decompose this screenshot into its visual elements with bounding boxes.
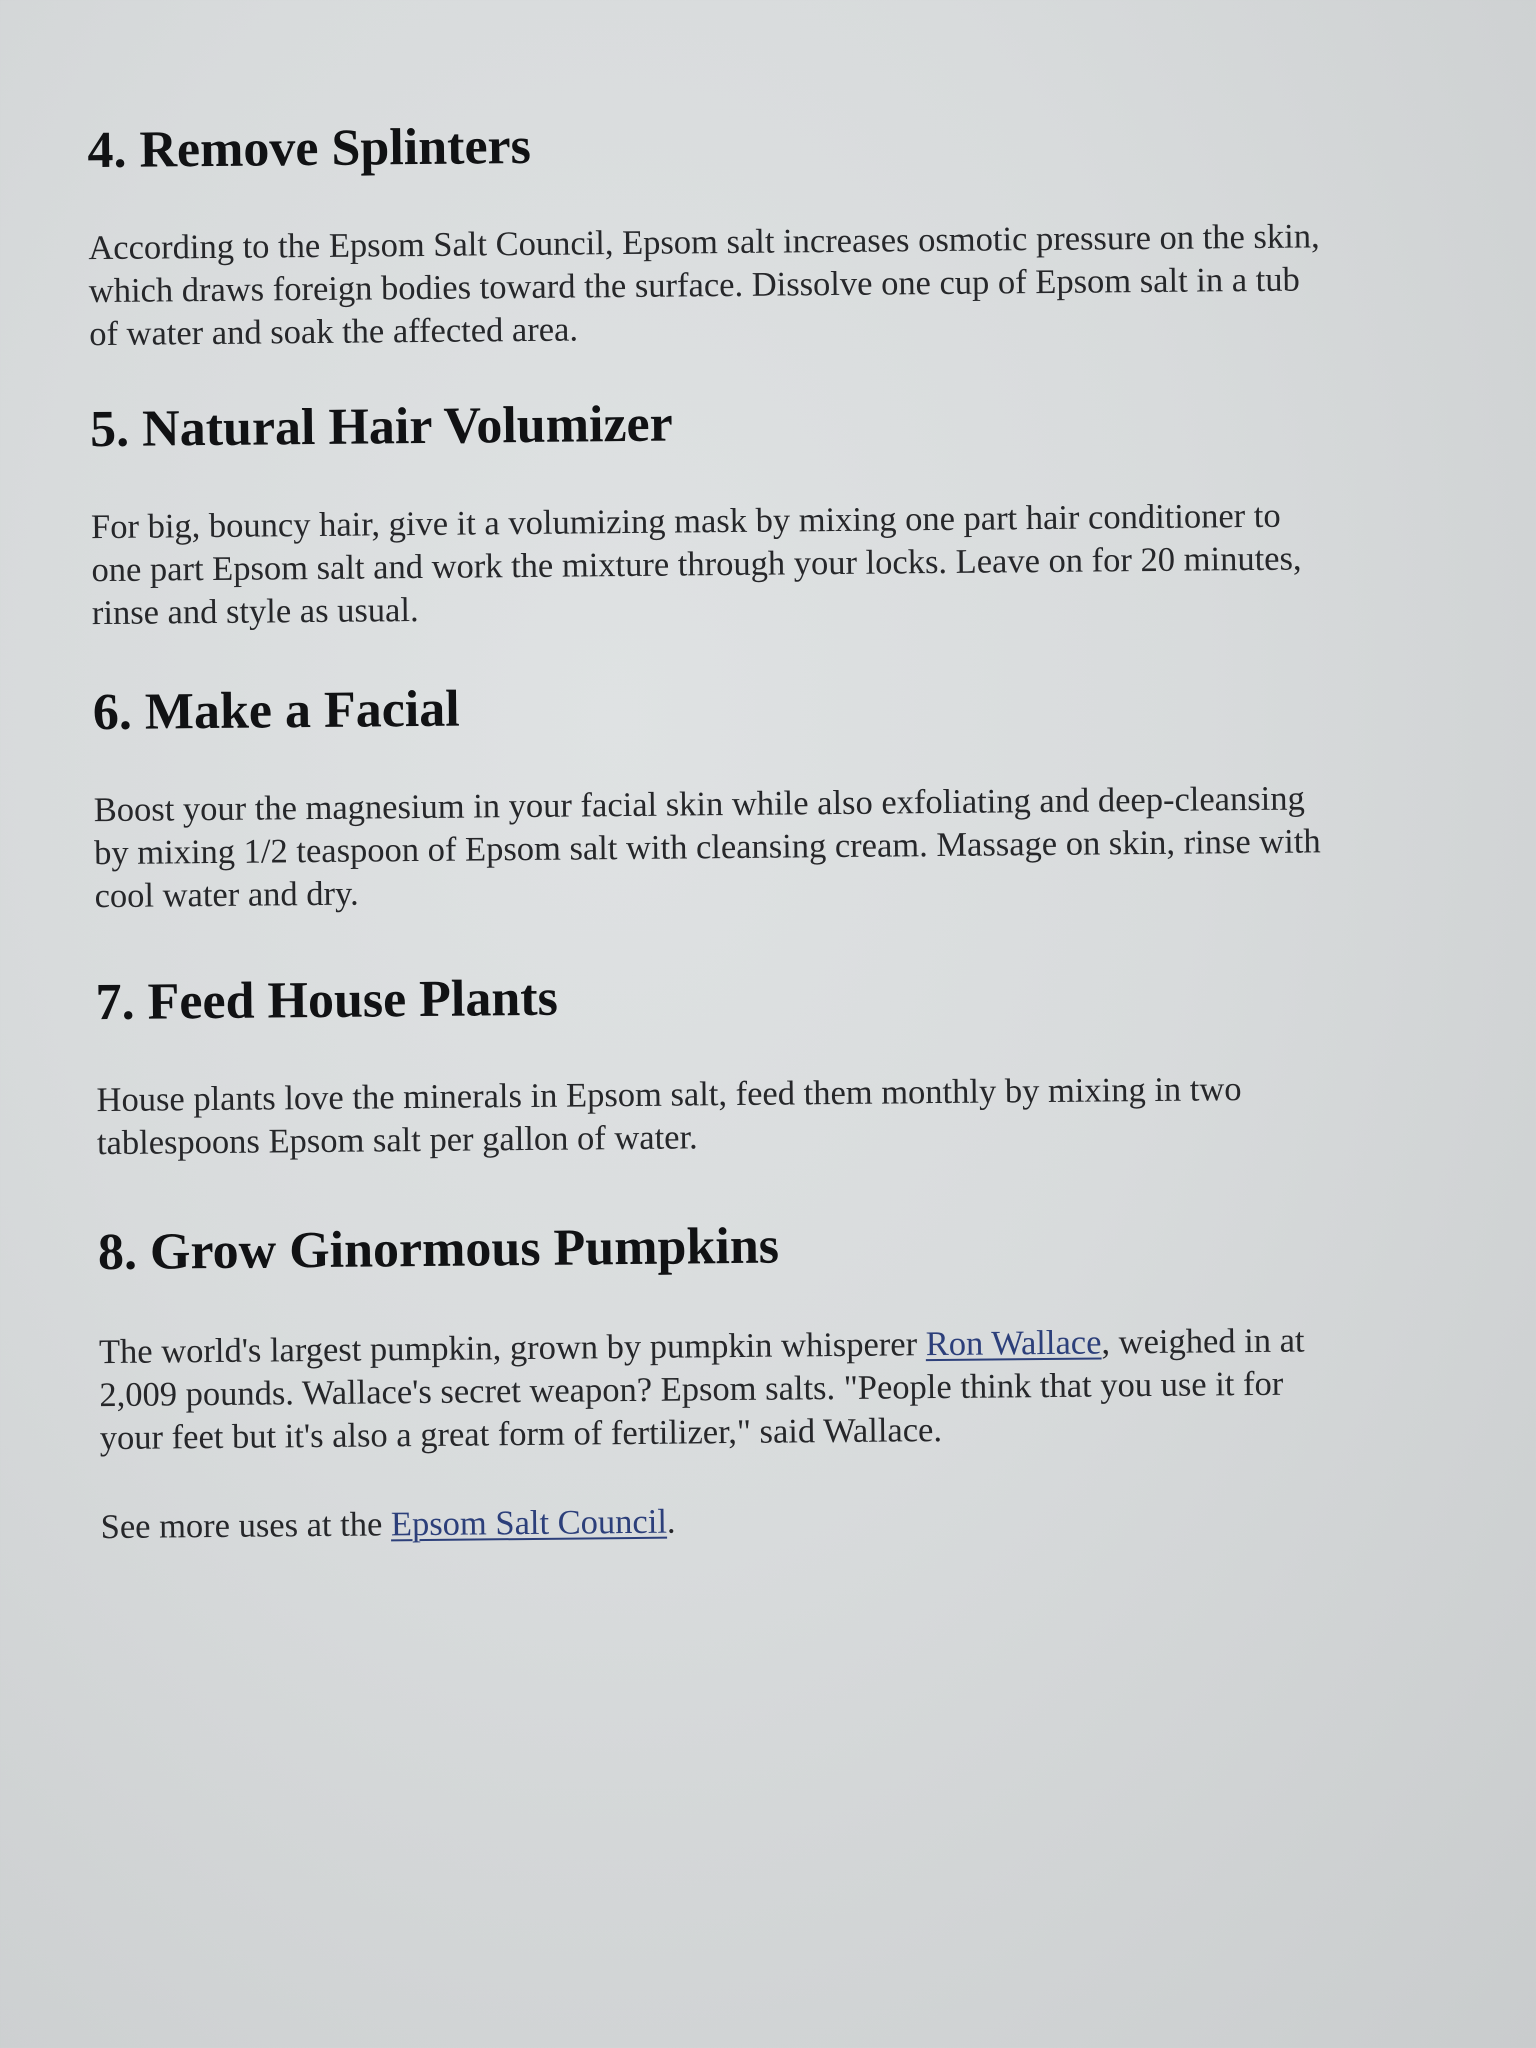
section-heading: 6. Make a Facial [92, 680, 460, 742]
body-text: The world's largest pumpkin, grown by pumpkin whisperer [98, 1325, 926, 1372]
body-line: of water and soak the affected area. [89, 310, 579, 354]
body-line: tablespoons Epsom salt per gallon of water. [96, 1118, 698, 1163]
section-body [96, 1066, 1497, 1165]
body-line: which draws foreign bodies toward the surface. Dissolve one cup of Epsom salt in a tub [88, 260, 1300, 311]
body-line: one part Epsom salt and work the mixture through your locks. Leave on for 20 minutes, [91, 539, 1302, 590]
body-line: For big, bouncy hair, give it a volumizing mask by mixing one part hair conditioner to [90, 496, 1281, 547]
section-heading: 5. Natural Hair Volumizer [89, 395, 673, 459]
section-feed-house-plants [95, 960, 1497, 1165]
body-line: House plants love the minerals in Epsom salt, feed them monthly by mixing in two [96, 1070, 1242, 1120]
body-line: your feet but it's also a great form of fertilizer," said Wallace. [99, 1411, 943, 1458]
section-heading: 7. Feed House Plants [95, 969, 559, 1032]
footer-text: . [666, 1502, 676, 1541]
section-make-facial [93, 670, 1495, 918]
body-text: , weighed in at [1101, 1321, 1305, 1362]
section-body [88, 214, 1489, 356]
body-line: cool water and dry. [94, 874, 359, 916]
body-line: rinse and style as usual. [91, 591, 419, 633]
section-grow-pumpkins [98, 1210, 1501, 1549]
section-hair-volumizer [90, 387, 1492, 635]
section-body [99, 1318, 1500, 1460]
section-body [91, 493, 1492, 635]
body-line: by mixing 1/2 teaspoon of Epsom salt with cleansing cream. Massage on skin, rinse with [94, 822, 1321, 873]
section-heading: 4. Remove Splinters [87, 117, 532, 180]
body-line: 2,009 pounds. Wallace's secret weapon? Epsom salts. "People think that you use it for [99, 1364, 1284, 1415]
ron-wallace-link[interactable]: Ron Wallace [925, 1323, 1102, 1364]
body-line: According to the Epsom Salt Council, Epsom salt increases osmotic pressure on the skin, [88, 217, 1320, 268]
section-heading: 8. Grow Ginormous Pumpkins [97, 1217, 780, 1282]
body-line: Boost your the magnesium in your facial skin while also exfoliating and deep-cleansing [93, 779, 1305, 830]
epsom-salt-council-link[interactable]: Epsom Salt Council [390, 1502, 668, 1544]
footer-text: See more uses at the [100, 1505, 392, 1547]
section-body [94, 776, 1495, 918]
footer-note [100, 1493, 1500, 1549]
section-remove-splinters [87, 108, 1489, 356]
